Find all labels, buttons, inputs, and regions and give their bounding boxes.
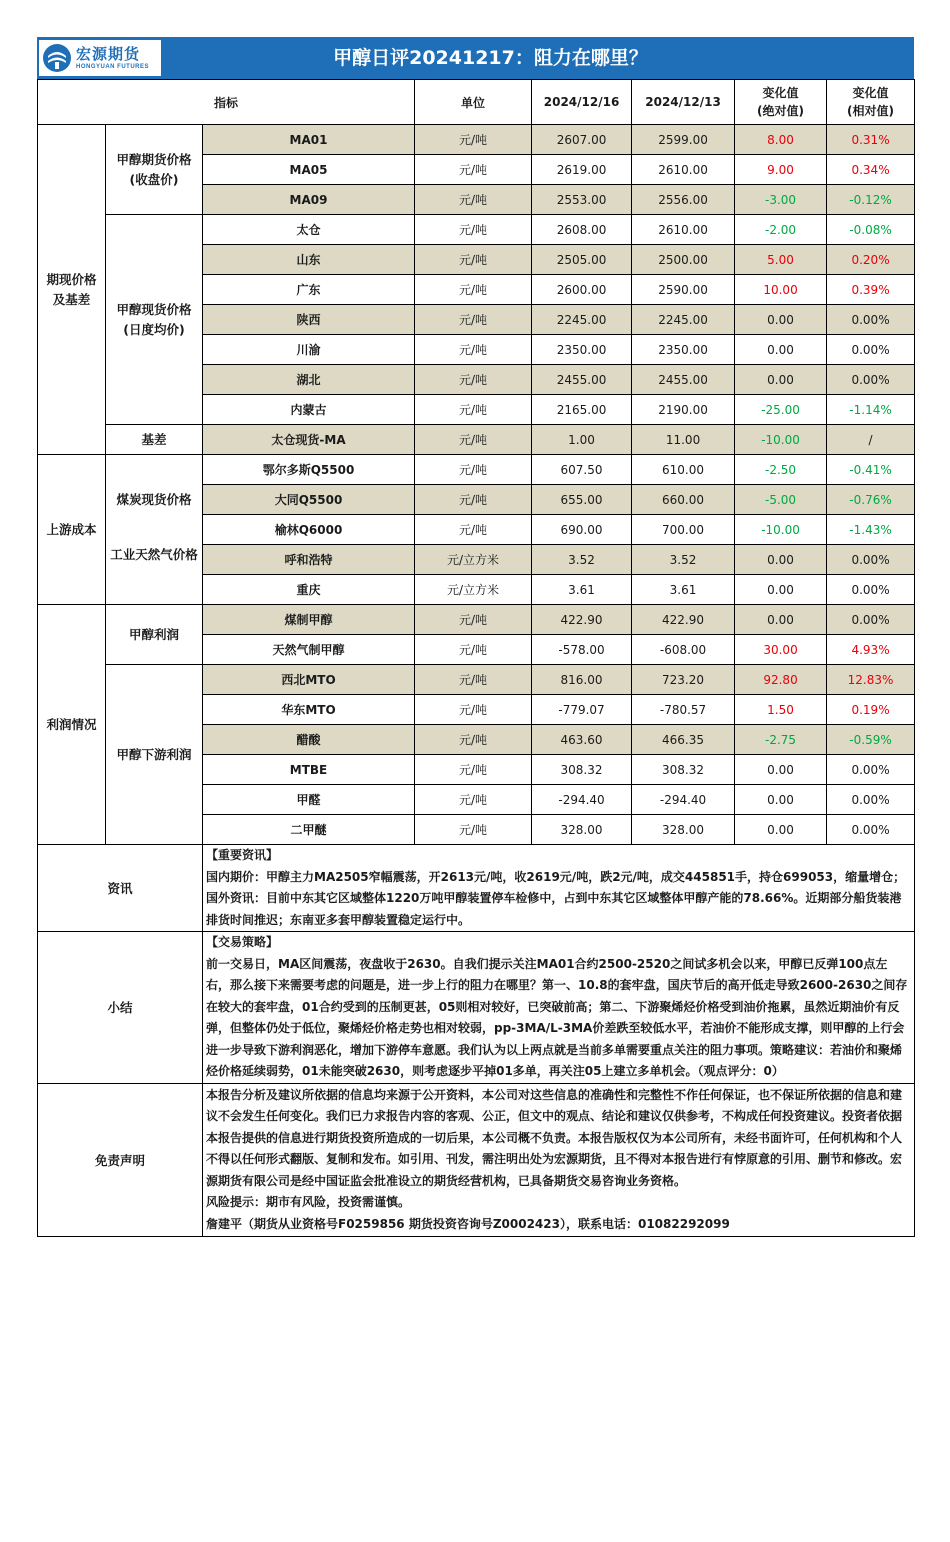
news-heading: 【重要资讯】: [206, 848, 279, 862]
unit-cell: 元/吨: [415, 485, 532, 515]
change-relative: 0.00%: [827, 575, 915, 605]
group-upstream-cost: 上游成本: [38, 455, 106, 605]
disclaimer-text: 本报告分析及建议所依据的信息均来源于公开资料，本公司对这些信息的准确性和完整性不作任何保证，也不保证所依据的信息和建议不会发生任何变化。我们已力求报告内容的客观、公正，但文中的观点、结论和建议仅供参考，不构成任何投资建议。投资者依据本报告提供的信息进行期货投资所造成的一切后果，本公司概不负责。本报告版权仅为本公司所有，未经书面许可，任何机构和个人不得以任何形式翻版、复制和发布。如引用、刊发，需注明出处为宏源期货，且不得对本报告进行有悖原意的引用、删节和修改。宏源期货有限公司是经中国证监会批准设立的期货经营机构，已具备期货交易咨询业务资格。: [206, 1087, 903, 1188]
indicator-name: 华东MTO: [203, 695, 415, 725]
unit-cell: 元/吨: [415, 245, 532, 275]
change-absolute: -3.00: [735, 185, 827, 215]
value-date2: 2245.00: [632, 305, 735, 335]
unit-cell: 元/吨: [415, 605, 532, 635]
group-spot-futures-basis: 期现价格 及基差: [38, 125, 106, 455]
report-page: [37, 37, 914, 1237]
header-change-relative: 变化值 (相对值): [827, 80, 915, 125]
change-absolute: 10.00: [735, 275, 827, 305]
value-date1: -578.00: [532, 635, 632, 665]
table-row: [38, 605, 915, 635]
change-absolute: 30.00: [735, 635, 827, 665]
value-date1: 308.32: [532, 755, 632, 785]
change-absolute: 1.50: [735, 695, 827, 725]
value-date1: 463.60: [532, 725, 632, 755]
subgroup-futures-price: 甲醇期货价格 (收盘价): [106, 125, 203, 215]
value-date1: -294.40: [532, 785, 632, 815]
indicator-name: 太仓现货-MA: [203, 425, 415, 455]
indicator-name: 湖北: [203, 365, 415, 395]
table-row: [38, 125, 915, 155]
analyst-contact: 詹建平（期货从业资格号F0259856 期货投资咨询号Z0002423），联系电话：01082292099: [206, 1217, 730, 1232]
value-date1: 2619.00: [532, 155, 632, 185]
summary-heading: 【交易策略】: [206, 935, 279, 949]
unit-cell: 元/吨: [415, 665, 532, 695]
value-date2: 2455.00: [632, 365, 735, 395]
change-absolute: -10.00: [735, 515, 827, 545]
value-date2: 2190.00: [632, 395, 735, 425]
header-indicator: 指标: [38, 80, 415, 125]
change-relative: -0.41%: [827, 455, 915, 485]
change-absolute: 9.00: [735, 155, 827, 185]
change-absolute: 0.00: [735, 605, 827, 635]
change-absolute: -25.00: [735, 395, 827, 425]
value-date1: 2600.00: [532, 275, 632, 305]
value-date1: 2505.00: [532, 245, 632, 275]
unit-cell: 元/吨: [415, 275, 532, 305]
indicator-name: MA09: [203, 185, 415, 215]
value-date1: 816.00: [532, 665, 632, 695]
indicator-name: 西北MTO: [203, 665, 415, 695]
value-date1: 422.90: [532, 605, 632, 635]
summary-label: 小结: [38, 932, 203, 1084]
table-header-row: [38, 80, 915, 125]
unit-cell: 元/吨: [415, 455, 532, 485]
value-date1: 2245.00: [532, 305, 632, 335]
value-date2: 660.00: [632, 485, 735, 515]
value-date1: 3.52: [532, 545, 632, 575]
value-date2: 2610.00: [632, 155, 735, 185]
change-relative: -0.76%: [827, 485, 915, 515]
group-profit: 利润情况: [38, 605, 106, 845]
indicator-name: 天然气制甲醇: [203, 635, 415, 665]
value-date1: 2608.00: [532, 215, 632, 245]
change-absolute: -2.75: [735, 725, 827, 755]
change-relative: -1.43%: [827, 515, 915, 545]
value-date1: 2607.00: [532, 125, 632, 155]
change-absolute: 0.00: [735, 335, 827, 365]
unit-cell: 元/吨: [415, 215, 532, 245]
change-absolute: 0.00: [735, 305, 827, 335]
change-relative: 0.39%: [827, 275, 915, 305]
unit-cell: 元/吨: [415, 185, 532, 215]
value-date2: 308.32: [632, 755, 735, 785]
indicator-name: 内蒙古: [203, 395, 415, 425]
value-date1: 690.00: [532, 515, 632, 545]
change-relative: 4.93%: [827, 635, 915, 665]
header-change-absolute: 变化值 (绝对值): [735, 80, 827, 125]
news-domestic: 国内期价：甲醇主力MA2505窄幅震荡，开2613元/吨，收2619元/吨，跌2元/吨，成交445851手，持仓699053，缩量增仓；: [206, 869, 906, 884]
change-relative: 12.83%: [827, 665, 915, 695]
change-relative: 0.19%: [827, 695, 915, 725]
value-date1: 1.00: [532, 425, 632, 455]
indicator-name: 太仓: [203, 215, 415, 245]
change-absolute: -10.00: [735, 425, 827, 455]
header-date2: 2024/12/13: [632, 80, 735, 125]
unit-cell: 元/吨: [415, 425, 532, 455]
change-absolute: 92.80: [735, 665, 827, 695]
summary-section: [38, 932, 915, 1084]
news-label: 资讯: [38, 845, 203, 932]
disclaimer-content: [203, 1083, 915, 1236]
subgroup-methanol-profit: 甲醇利润: [106, 605, 203, 665]
change-absolute: 0.00: [735, 785, 827, 815]
indicator-name: 呼和浩特: [203, 545, 415, 575]
indicator-name: 榆林Q6000: [203, 515, 415, 545]
summary-content: [203, 932, 915, 1084]
value-date1: 2350.00: [532, 335, 632, 365]
unit-cell: 元/吨: [415, 335, 532, 365]
change-relative: 0.00%: [827, 815, 915, 845]
table-row: [38, 665, 915, 695]
change-relative: -1.14%: [827, 395, 915, 425]
unit-cell: 元/吨: [415, 125, 532, 155]
indicator-name: MA05: [203, 155, 415, 185]
value-date1: 328.00: [532, 815, 632, 845]
value-date1: 2165.00: [532, 395, 632, 425]
indicator-name: 大同Q5500: [203, 485, 415, 515]
indicator-name: 煤制甲醇: [203, 605, 415, 635]
unit-cell: 元/立方米: [415, 545, 532, 575]
value-date2: -608.00: [632, 635, 735, 665]
change-relative: 0.31%: [827, 125, 915, 155]
value-date1: 3.61: [532, 575, 632, 605]
report-title: 甲醇日评20241217：阻力在哪里？: [333, 47, 648, 69]
subgroup-downstream-profit: 甲醇下游利润: [106, 665, 203, 845]
value-date2: 723.20: [632, 665, 735, 695]
logo-chinese-text: 宏源期货: [76, 45, 141, 63]
indicator-name: 广东: [203, 275, 415, 305]
value-date1: 655.00: [532, 485, 632, 515]
value-date2: 2500.00: [632, 245, 735, 275]
subgroup-spot-price: 甲醇现货价格 (日度均价): [106, 215, 203, 425]
change-relative: 0.34%: [827, 155, 915, 185]
change-relative: -0.12%: [827, 185, 915, 215]
unit-cell: 元/吨: [415, 725, 532, 755]
data-table: [37, 79, 915, 1237]
value-date1: 2455.00: [532, 365, 632, 395]
value-date2: 328.00: [632, 815, 735, 845]
change-relative: 0.00%: [827, 545, 915, 575]
indicator-name: 鄂尔多斯Q5500: [203, 455, 415, 485]
indicator-name: 重庆: [203, 575, 415, 605]
disclaimer-label: 免责声明: [38, 1083, 203, 1236]
value-date2: 2590.00: [632, 275, 735, 305]
value-date1: 2553.00: [532, 185, 632, 215]
header-unit: 单位: [415, 80, 532, 125]
change-relative: 0.00%: [827, 605, 915, 635]
change-absolute: 0.00: [735, 755, 827, 785]
unit-cell: 元/吨: [415, 365, 532, 395]
value-date1: 607.50: [532, 455, 632, 485]
unit-cell: 元/吨: [415, 785, 532, 815]
table-row: [38, 455, 915, 485]
value-date2: 2556.00: [632, 185, 735, 215]
change-absolute: 0.00: [735, 575, 827, 605]
indicator-name: 川渝: [203, 335, 415, 365]
change-absolute: 0.00: [735, 365, 827, 395]
summary-text: 前一交易日，MA区间震荡，夜盘收于2630。自我们提示关注MA01合约2500-2520之间试多机会以来，甲醇已反弹100点左右，那么接下来需要考虑的问题是，进一步上行的阻力在哪里？第一、10.8的套牢盘，国庆节后的高开低走导致2600-2630之间存在较大的套牢盘，01合约受到的压制更甚，05则相对较好，已突破前高；第二、下游聚烯烃价格受到油价拖累，虽然近期油价有反弹，但整体仍处于低位，聚烯烃价格走势也相对较弱，pp-3MA/L-3MA价差跌至较低水平，若油价不能形成支撑，则甲醇的上行会进一步导致下游利润恶化，增加下游停车意愿。我们认为以上两点就是当前多单需要重点关注的阻力事项。策略建议：若油价和聚烯烃价格延续弱势，01未能突破2630，则考虑逐步平掉01多单，再关注05上建立多单机会。（观点评分：0）: [206, 956, 908, 1078]
indicator-name: 醋酸: [203, 725, 415, 755]
subgroup-basis: 基差: [106, 425, 203, 455]
change-relative: 0.00%: [827, 305, 915, 335]
unit-cell: 元/吨: [415, 695, 532, 725]
value-date2: 610.00: [632, 455, 735, 485]
indicator-name: 陕西: [203, 305, 415, 335]
risk-warning: 风险提示：期市有风险，投资需谨慎。: [206, 1195, 411, 1210]
value-date2: 2599.00: [632, 125, 735, 155]
subgroup-gas-price: 工业天然气价格: [106, 545, 203, 605]
change-absolute: 8.00: [735, 125, 827, 155]
value-date1: -779.07: [532, 695, 632, 725]
value-date2: 3.61: [632, 575, 735, 605]
value-date2: 2350.00: [632, 335, 735, 365]
value-date2: -780.57: [632, 695, 735, 725]
change-relative: 0.00%: [827, 785, 915, 815]
change-relative: 0.00%: [827, 755, 915, 785]
change-relative: -0.08%: [827, 215, 915, 245]
news-section: [38, 845, 915, 932]
change-absolute: -5.00: [735, 485, 827, 515]
change-relative: /: [827, 425, 915, 455]
change-absolute: 0.00: [735, 545, 827, 575]
value-date2: 466.35: [632, 725, 735, 755]
indicator-name: MTBE: [203, 755, 415, 785]
indicator-name: MA01: [203, 125, 415, 155]
change-relative: 0.00%: [827, 365, 915, 395]
value-date2: -294.40: [632, 785, 735, 815]
unit-cell: 元/吨: [415, 635, 532, 665]
unit-cell: 元/吨: [415, 815, 532, 845]
unit-cell: 元/吨: [415, 395, 532, 425]
change-absolute: -2.00: [735, 215, 827, 245]
indicator-name: 甲醛: [203, 785, 415, 815]
indicator-name: 山东: [203, 245, 415, 275]
news-content: [203, 845, 915, 932]
table-row: [38, 425, 915, 455]
header-date1: 2024/12/16: [532, 80, 632, 125]
value-date2: 11.00: [632, 425, 735, 455]
value-date2: 422.90: [632, 605, 735, 635]
value-date2: 2610.00: [632, 215, 735, 245]
value-date2: 3.52: [632, 545, 735, 575]
change-absolute: 0.00: [735, 815, 827, 845]
value-date2: 700.00: [632, 515, 735, 545]
table-row: [38, 215, 915, 245]
unit-cell: 元/立方米: [415, 575, 532, 605]
indicator-name: 二甲醚: [203, 815, 415, 845]
change-relative: 0.20%: [827, 245, 915, 275]
news-overseas: 国外资讯：目前中东其它区域整体1220万吨甲醇装置停车检修中，占到中东其它区域整体甲醇产能的78.66%。近期部分船货装港排货时间推迟；东南亚多套甲醇装置稳定运行中。: [206, 891, 902, 927]
unit-cell: 元/吨: [415, 755, 532, 785]
change-relative: -0.59%: [827, 725, 915, 755]
unit-cell: 元/吨: [415, 155, 532, 185]
unit-cell: 元/吨: [415, 515, 532, 545]
change-relative: 0.00%: [827, 335, 915, 365]
change-absolute: -2.50: [735, 455, 827, 485]
report-header: [37, 37, 914, 79]
disclaimer-section: [38, 1083, 915, 1236]
change-absolute: 5.00: [735, 245, 827, 275]
subgroup-coal-price: 煤炭现货价格: [106, 455, 203, 545]
unit-cell: 元/吨: [415, 305, 532, 335]
logo-english-text: HONGYUAN FUTURES: [76, 64, 150, 70]
table-row: [38, 545, 915, 575]
